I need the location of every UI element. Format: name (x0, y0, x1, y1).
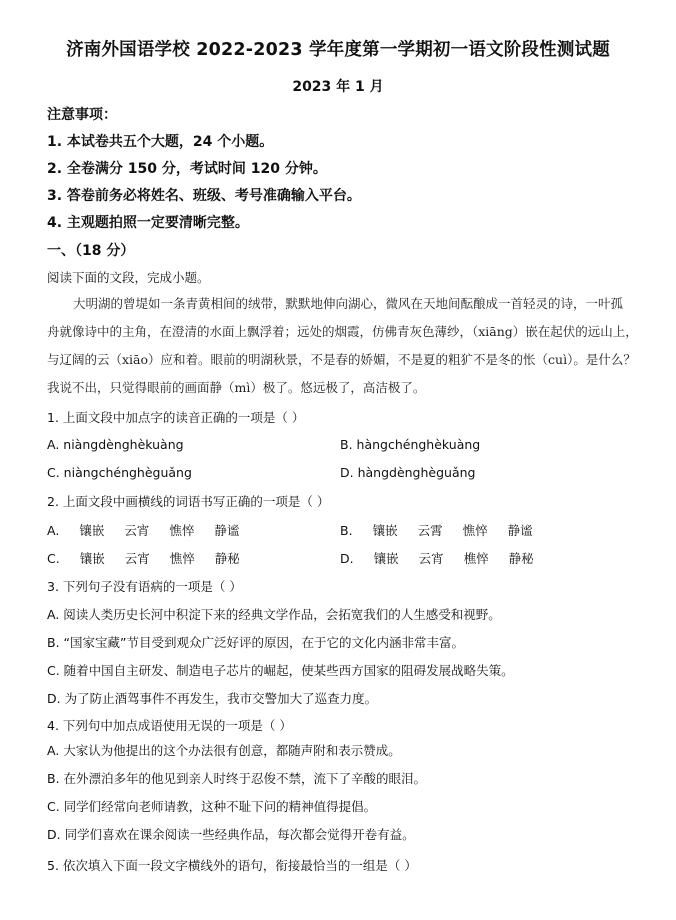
notice-item: 1. 本试卷共五个大题，24 个小题。 (47, 134, 274, 150)
option-word: 憔悴 (462, 523, 488, 538)
answer-option[interactable]: C. niàngchénghèguǎng (47, 465, 192, 480)
option-word: 静秘 (508, 551, 534, 566)
option-letter: A. (47, 523, 60, 538)
option-word: 镶嵌 (79, 551, 105, 566)
answer-option[interactable]: A. niàngdènghèkuàng (47, 437, 184, 452)
exam-date: 2023 年 1 月 (292, 79, 384, 95)
answer-option[interactable] (340, 549, 554, 567)
question-stem: 2. 上面文段中画横线的词语书写正确的一项是（ ） (47, 494, 330, 509)
notice-item: 4. 主观题拍照一定要清晰完整。 (47, 215, 249, 231)
option-letter: B. (340, 523, 353, 538)
option-word: 云宵 (418, 551, 444, 566)
answer-option[interactable]: A. 阅读人类历史长河中积淀下来的经典文学作品，会拓宽我们的人生感受和视野。 (47, 607, 501, 622)
option-word: 静谧 (507, 523, 533, 538)
answer-option[interactable]: A. 大家认为他提出的这个办法很有创意，都随声附和表示赞成。 (47, 743, 401, 758)
option-word: 云宵 (124, 523, 150, 538)
passage-line: 与辽阔的云（xiāo）应和着。眼前的明湖秋景，不是春的娇媚，不是夏的粗犷不是冬的怅（cuì）。是什么？ (47, 352, 636, 367)
passage-line: 舟就像诗中的主角，在澄清的水面上飘浮着；远处的烟霞，仿佛青灰色薄纱，（xiāng）嵌在起伏的远山上， (47, 324, 638, 339)
answer-option[interactable]: B. hàngchénghèkuàng (340, 437, 481, 452)
answer-option[interactable]: D. hàngdènghèguǎng (340, 465, 476, 480)
option-word: 憔悴 (169, 551, 195, 566)
option-word: 镶嵌 (372, 523, 398, 538)
notice-heading: 注意事项： (47, 107, 117, 123)
answer-option[interactable]: C. 随着中国自主研发、制造电子芯片的崛起，使某些西方国家的阻碍发展战略失策。 (47, 663, 514, 678)
question-stem: 5. 依次填入下面一段文字横线外的语句，衔接最恰当的一组是（ ） (47, 858, 417, 873)
option-letter: D. (340, 551, 354, 566)
question-stem: 4. 下列句中加点成语使用无误的一项是（ ） (47, 718, 292, 733)
passage-line: 我说不出，只觉得眼前的画面静（mì）极了。悠远极了，高洁极了。 (47, 380, 426, 395)
option-word: 樵悴 (463, 551, 489, 566)
option-word: 静谧 (214, 523, 240, 538)
answer-option[interactable]: B. 在外漂泊多年的他见到亲人时终于忍俊不禁，流下了辛酸的眼泪。 (47, 771, 427, 786)
answer-option[interactable]: C. 同学们经常向老师请教，这种不耻下问的精神值得提倡。 (47, 799, 377, 814)
answer-option[interactable]: D. 为了防止酒驾事件不再发生，我市交警加大了巡查力度。 (47, 691, 378, 706)
answer-option[interactable]: B. “国家宝藏”节目受到观众广泛好评的原因，在于它的文化内涵非常丰富。 (47, 635, 464, 650)
option-word: 镶嵌 (373, 551, 399, 566)
page-title: 济南外国语学校 2022-2023 学年度第一学期初一语文阶段性测试题 (66, 40, 610, 60)
section-heading: 一、（18 分） (47, 243, 135, 259)
notice-item: 3. 答卷前务必将姓名、班级、考号准确输入平台。 (47, 188, 361, 204)
question-stem: 3. 下列句子没有语病的一项是（ ） (47, 579, 242, 594)
option-word: 镶嵌 (79, 523, 105, 538)
option-letter: C. (47, 551, 60, 566)
option-word: 云霄 (417, 523, 443, 538)
option-word: 静秘 (214, 551, 240, 566)
answer-option[interactable]: D. 同学们喜欢在课余阅读一些经典作品，每次都会觉得开卷有益。 (47, 827, 415, 842)
question-stem: 1. 上面文段中加点字的读音正确的一项是（ ） (47, 410, 305, 425)
answer-option[interactable] (47, 521, 259, 539)
option-word: 憔悴 (169, 523, 195, 538)
answer-option[interactable] (340, 521, 553, 539)
section-instruction: 阅读下面的文段，完成小题。 (47, 270, 210, 285)
passage-line: 大明湖的曾堤如一条青黄相间的绒带，默默地伸向湖心，微风在天地间酝酿成一首轻灵的诗，一叶孤 (73, 296, 624, 311)
notice-item: 2. 全卷满分 150 分，考试时间 120 分钟。 (47, 161, 327, 177)
option-word: 云宵 (124, 551, 150, 566)
answer-option[interactable] (47, 549, 260, 567)
